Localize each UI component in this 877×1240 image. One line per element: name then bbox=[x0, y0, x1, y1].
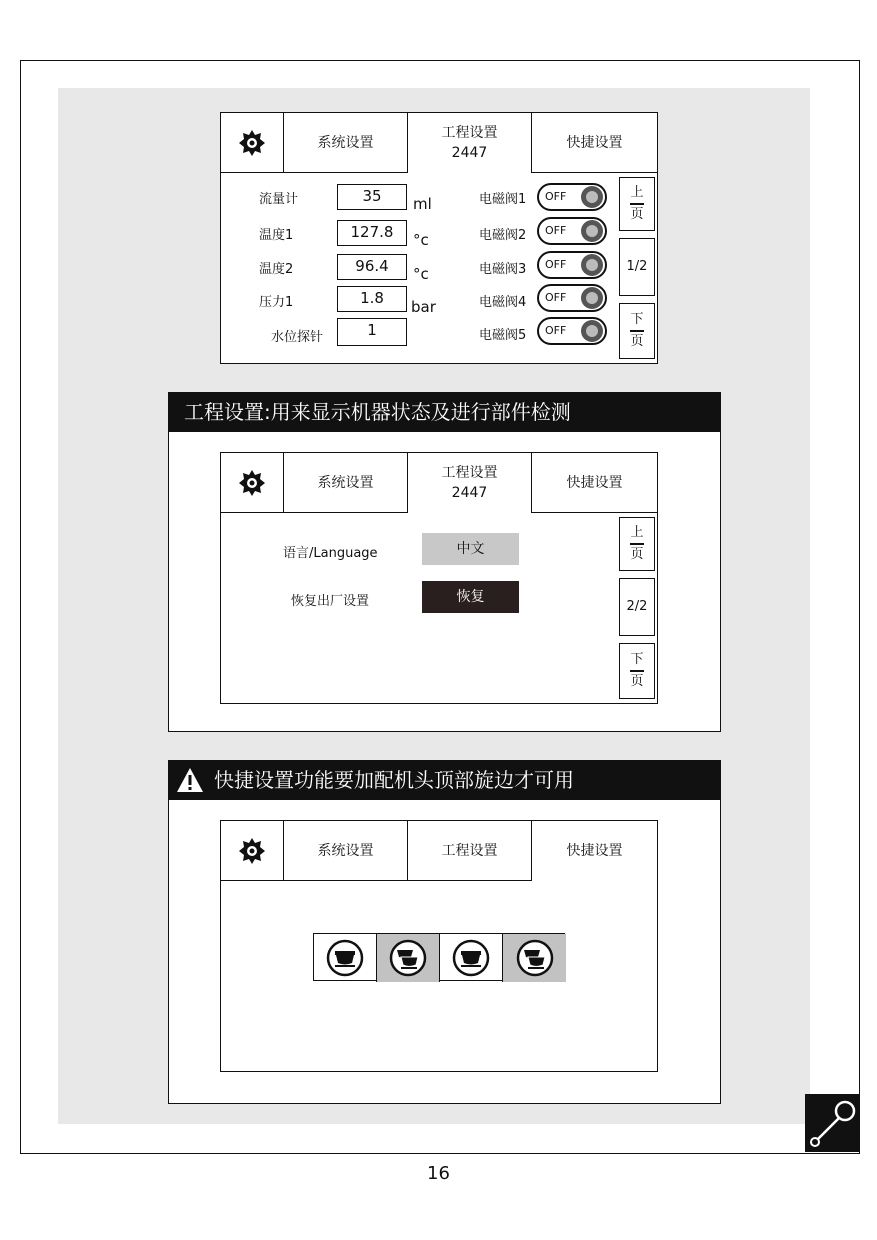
valve-toggle-3[interactable] bbox=[537, 251, 607, 279]
cup-button-group bbox=[313, 933, 565, 981]
valve-label-4: 电磁阀4 bbox=[479, 295, 527, 310]
sensor-unit-temp2: °c bbox=[413, 265, 429, 283]
page-indicator bbox=[619, 578, 655, 636]
gear-icon[interactable] bbox=[221, 113, 284, 173]
pager-label: 页 bbox=[630, 206, 644, 222]
toggle-state: OFF bbox=[545, 291, 567, 304]
pager-label: 下 bbox=[630, 652, 644, 668]
banner-text: 快捷设置功能要加配机头顶部旋边才可用 bbox=[214, 768, 574, 792]
sensor-label-water-probe: 水位探针 bbox=[271, 330, 324, 345]
tab-engineering-settings[interactable] bbox=[408, 821, 532, 881]
page-indicator-text: 1/2 bbox=[626, 259, 648, 274]
engineering-panel-page1 bbox=[220, 112, 658, 364]
valve-toggle-2[interactable] bbox=[537, 217, 607, 245]
single-cup-icon bbox=[325, 938, 365, 978]
tab-bar bbox=[221, 821, 657, 881]
tab-shortcut-settings[interactable] bbox=[532, 453, 657, 513]
tab-label: 快捷设置 bbox=[566, 134, 623, 151]
single-cup-icon bbox=[451, 938, 491, 978]
toggle-state: OFF bbox=[545, 224, 567, 237]
valve-label-5: 电磁阀5 bbox=[479, 328, 527, 343]
toggle-knob bbox=[581, 220, 603, 242]
pager-label: 上 bbox=[630, 185, 644, 201]
tab-engineering-settings[interactable] bbox=[408, 453, 532, 513]
pager-label: 页 bbox=[630, 546, 644, 562]
pager-label: 页 bbox=[630, 333, 644, 349]
double-cup-button[interactable] bbox=[503, 934, 566, 982]
double-cup-icon bbox=[515, 938, 555, 978]
valve-toggle-1[interactable] bbox=[537, 183, 607, 211]
shortcut-banner bbox=[168, 760, 721, 800]
tab-label: 系统设置 bbox=[317, 842, 374, 859]
tab-label: 工程设置 bbox=[441, 465, 498, 481]
tab-bar bbox=[221, 453, 657, 513]
tab-label: 系统设置 bbox=[317, 474, 374, 491]
tab-system-settings[interactable] bbox=[284, 821, 408, 881]
sensor-label-pressure1: 压力1 bbox=[259, 295, 294, 310]
sensor-unit-temp1: °c bbox=[413, 231, 429, 249]
next-page-button[interactable] bbox=[619, 303, 655, 359]
valve-label-3: 电磁阀3 bbox=[479, 262, 527, 277]
sensor-value-temp1: 127.8 bbox=[337, 220, 407, 246]
toggle-knob bbox=[581, 254, 603, 276]
valve-toggle-4[interactable] bbox=[537, 284, 607, 312]
tab-label: 工程设置 bbox=[441, 842, 498, 859]
language-value: 中文 bbox=[456, 541, 485, 557]
toggle-knob bbox=[581, 320, 603, 342]
pager-label: 下 bbox=[630, 312, 644, 328]
page-indicator-text: 2/2 bbox=[626, 599, 648, 614]
tab-system-settings[interactable] bbox=[284, 113, 408, 173]
toggle-knob bbox=[581, 186, 603, 208]
valve-label-1: 电磁阀1 bbox=[479, 192, 527, 207]
sensor-label-temp2: 温度2 bbox=[259, 262, 294, 277]
tab-bar bbox=[221, 113, 657, 173]
wrench-icon bbox=[805, 1094, 859, 1152]
engineering-panel-page2 bbox=[220, 452, 658, 704]
pager-label: 页 bbox=[630, 673, 644, 689]
toggle-knob bbox=[581, 287, 603, 309]
pager-label: 上 bbox=[630, 525, 644, 541]
prev-page-button[interactable] bbox=[619, 177, 655, 231]
tab-label: 快捷设置 bbox=[566, 843, 623, 859]
tab-label: 快捷设置 bbox=[566, 474, 623, 491]
sensor-unit-pressure1: bar bbox=[411, 298, 436, 316]
reset-button-label: 恢复 bbox=[456, 589, 485, 605]
gear-icon[interactable] bbox=[221, 453, 284, 513]
gear-icon[interactable] bbox=[221, 821, 284, 881]
tab-system-settings[interactable] bbox=[284, 453, 408, 513]
page-number: 16 bbox=[427, 1163, 450, 1184]
sensor-unit-flowmeter: ml bbox=[413, 195, 432, 213]
engineering-code: 2447 bbox=[451, 145, 488, 161]
banner-text: 工程设置:用来显示机器状态及进行部件检测 bbox=[184, 400, 571, 424]
valve-label-2: 电磁阀2 bbox=[479, 228, 527, 243]
double-cup-button[interactable] bbox=[377, 934, 440, 982]
single-cup-button[interactable] bbox=[314, 934, 377, 982]
valve-toggle-5[interactable] bbox=[537, 317, 607, 345]
engineering-banner bbox=[168, 392, 721, 432]
reset-button[interactable] bbox=[422, 581, 519, 613]
warning-icon bbox=[176, 766, 204, 806]
pager-divider bbox=[630, 203, 644, 205]
sensor-value-pressure1: 1.8 bbox=[337, 286, 407, 312]
next-page-button[interactable] bbox=[619, 643, 655, 699]
pager-divider bbox=[630, 670, 644, 672]
pager-divider bbox=[630, 330, 644, 332]
tab-label: 系统设置 bbox=[317, 134, 374, 151]
tab-shortcut-settings[interactable] bbox=[532, 821, 657, 881]
language-select[interactable] bbox=[422, 533, 519, 565]
shortcut-panel bbox=[220, 820, 658, 1072]
sensor-value-temp2: 96.4 bbox=[337, 254, 407, 280]
sensor-label-flowmeter: 流量计 bbox=[259, 192, 299, 207]
tab-shortcut-settings[interactable] bbox=[532, 113, 657, 173]
pager-divider bbox=[630, 543, 644, 545]
page-indicator bbox=[619, 238, 655, 296]
engineering-code: 2447 bbox=[451, 485, 488, 501]
sensor-label-temp1: 温度1 bbox=[259, 228, 294, 243]
sensor-value-flowmeter: 35 bbox=[337, 184, 407, 210]
language-label: 语言/Language bbox=[283, 546, 378, 561]
prev-page-button[interactable] bbox=[619, 517, 655, 571]
toggle-state: OFF bbox=[545, 258, 567, 271]
double-cup-icon bbox=[388, 938, 428, 978]
reset-label: 恢复出厂设置 bbox=[291, 594, 370, 609]
single-cup-button[interactable] bbox=[440, 934, 503, 982]
toggle-state: OFF bbox=[545, 190, 567, 203]
sensor-value-water-probe: 1 bbox=[337, 318, 407, 346]
tab-label: 工程设置 bbox=[441, 125, 498, 141]
toggle-state: OFF bbox=[545, 324, 567, 337]
tab-engineering-settings[interactable] bbox=[408, 113, 532, 173]
